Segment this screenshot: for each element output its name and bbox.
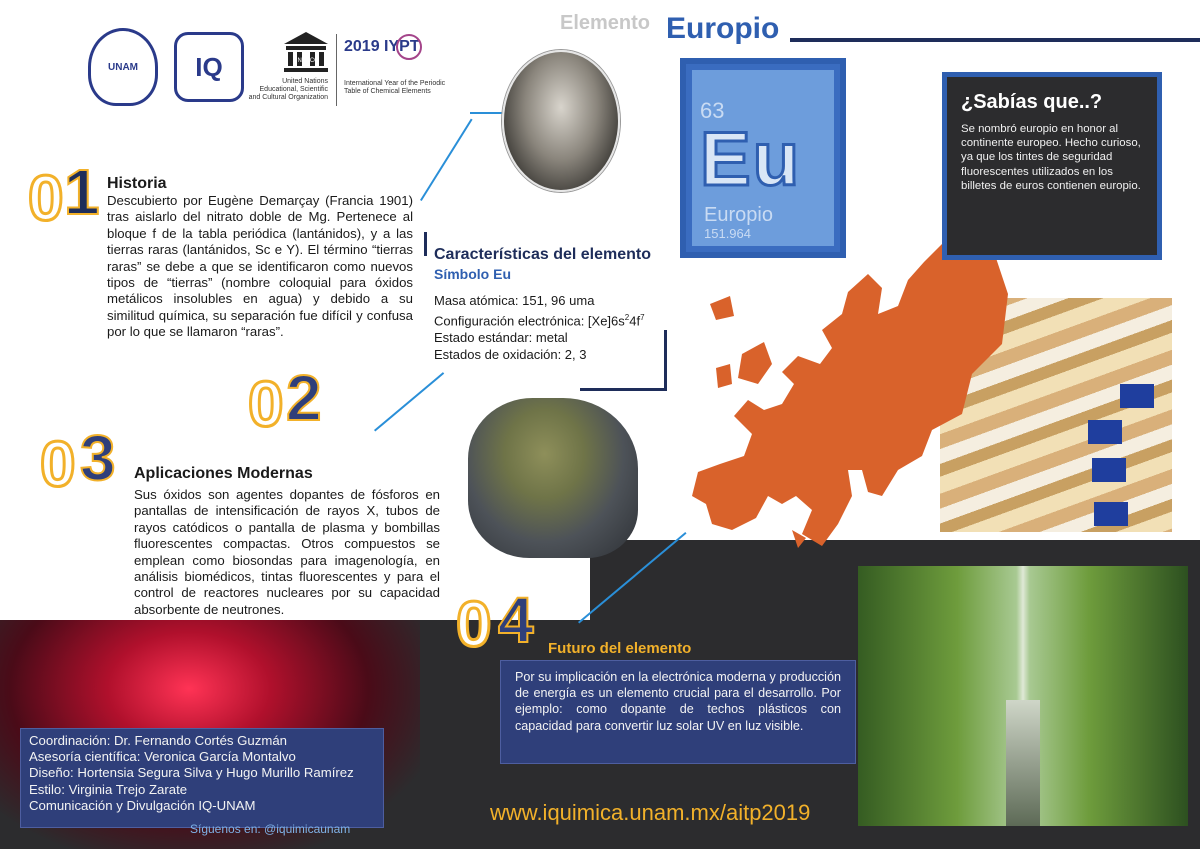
connector-line-1 <box>420 119 473 201</box>
unesco-mark-text: UNESCO <box>293 58 319 64</box>
section-2-number-a: 0 <box>248 368 284 440</box>
eu-flag-icon <box>1120 384 1154 408</box>
section-1-number-b: 1 <box>64 156 100 228</box>
section-4-title: Futuro del elemento <box>548 640 692 657</box>
iypt-symbol-icon <box>396 34 422 60</box>
section-3-text: Sus óxidos son agentes dopantes de fósforos en pantallas de intensificación de rayos X, tubos de rayos catódicos o pantalla de plasma y bombillas fluorescentes compactas. Otros compuestos se emplean como biosondas para imagenología, en análisis biomédicos, tintas fluorescentes y para el control de reactores nucleares por su capacidad absorbente de neutrones. <box>134 487 440 617</box>
title-underline <box>790 38 1200 42</box>
eu-flag-icon <box>1092 458 1126 482</box>
char-state: Estado estándar: metal <box>434 330 568 346</box>
section-1-number-a: 0 <box>28 162 64 234</box>
credit-line: Comunicación y Divulgación IQ-UNAM <box>29 797 256 813</box>
section-4-number-a: 0 <box>456 588 492 660</box>
unesco-caption: United Nations Educational, Scientific and Cultural Organization <box>248 78 328 101</box>
char-config-prefix: Configuración electrónica: [Xe]6s <box>434 313 625 329</box>
credit-line: Estilo: Virginia Trejo Zarate <box>29 781 188 797</box>
eu-flag-icon <box>1094 502 1128 526</box>
iypt-caption: International Year of the Periodic Table of Chemical Elements <box>344 80 446 95</box>
char-oxidation: Estados de oxidación: 2, 3 <box>434 347 587 363</box>
characteristics-symbol: Símbolo Eu <box>434 266 511 282</box>
char-mass: Masa atómica: 151, 96 uma <box>434 293 595 308</box>
connector-line-2 <box>374 372 444 431</box>
char-config-sup2: 7 <box>640 313 645 322</box>
atomic-number: 63 <box>700 98 725 123</box>
europe-map <box>672 234 1012 554</box>
unam-logo <box>88 28 158 106</box>
characteristics-title: Características del elemento <box>434 246 651 263</box>
greenhouse-path <box>1006 700 1040 826</box>
element-mass: 151.964 <box>704 226 751 241</box>
eu-flag-icon <box>1088 420 1122 444</box>
characteristics-list <box>434 292 664 363</box>
credits-box <box>20 728 384 828</box>
demarcay-portrait <box>502 50 620 192</box>
section-3-number-b: 3 <box>80 422 116 494</box>
iypt-logo: 2019 IYPT <box>344 38 420 55</box>
credit-line: Coordinación: Dr. Fernando Cortés Guzmán <box>29 733 288 748</box>
website-link[interactable]: www.iquimica.unam.mx/aitp2019 <box>490 800 811 825</box>
section-4-text: Por su implicación en la electrónica moderna y producción de energía es un elemento crucial para el desarrollo. Por ejemplo: como dopante de techos plásticos con capacidad para convertir luz solar UV en luz visible. <box>515 670 841 733</box>
credit-line: Diseño: Hortensia Segura Silva y Hugo Murillo Ramírez <box>29 765 354 781</box>
iq-logo <box>174 32 244 102</box>
char-config-sup1: 2 <box>624 313 630 322</box>
page-title: Europio <box>666 12 780 45</box>
did-you-know-title: ¿Sabías que..? <box>961 91 1103 113</box>
element-name: Europio <box>704 204 773 226</box>
char-config-mid: 4f <box>629 313 641 329</box>
section-1-text: Descubierto por Eugène Demarçay (Francia 1901) tras aislarlo del nitrato doble de Mg. Pertenece al bloque f de la tabla periódica (lantánidos), y a las tierras raras (lantánidos, Sc e Y). El término “tierras raras” se debe a que se identificaron como nuevos tipos de “tierras” (nombre coloquial para óxidos metálicos insolubles en agua) y debido a su similitud química, su separación fue difícil y confusa por lo que se llamaron “raras”. <box>107 193 413 340</box>
unam-logo-text: UNAM <box>108 61 138 73</box>
section-3-number-a: 0 <box>40 428 76 500</box>
unesco-logo <box>282 30 330 74</box>
credit-line: Asesoría científica: Veronica García Montalvo <box>29 749 296 765</box>
char-config <box>434 309 664 329</box>
char-bracket-bottom <box>580 388 667 391</box>
europium-sample-photo <box>468 398 638 558</box>
section-3-title: Aplicaciones Modernas <box>134 465 313 482</box>
did-you-know-text: Se nombró europio en honor al continente europeo. Hecho curioso, ya que los tintes de seguridad fluorescentes utilizados en los billetes de euros contienen europio. <box>961 123 1141 192</box>
section-4-number-b: 4 <box>498 584 534 656</box>
did-you-know-box <box>942 72 1162 260</box>
title-prefix: Elemento <box>560 12 651 34</box>
logo-divider <box>336 34 337 106</box>
element-symbol: Eu <box>700 117 802 202</box>
char-bracket-right <box>664 330 667 390</box>
social-handle[interactable]: Síguenos en: @iquimicaunam <box>190 822 351 836</box>
char-bracket-left <box>424 232 427 256</box>
section-1-title: Historia <box>107 175 167 192</box>
iq-logo-text: IQ <box>195 51 223 82</box>
section-2-number-b: 2 <box>286 362 322 434</box>
section-4-box <box>500 660 856 764</box>
